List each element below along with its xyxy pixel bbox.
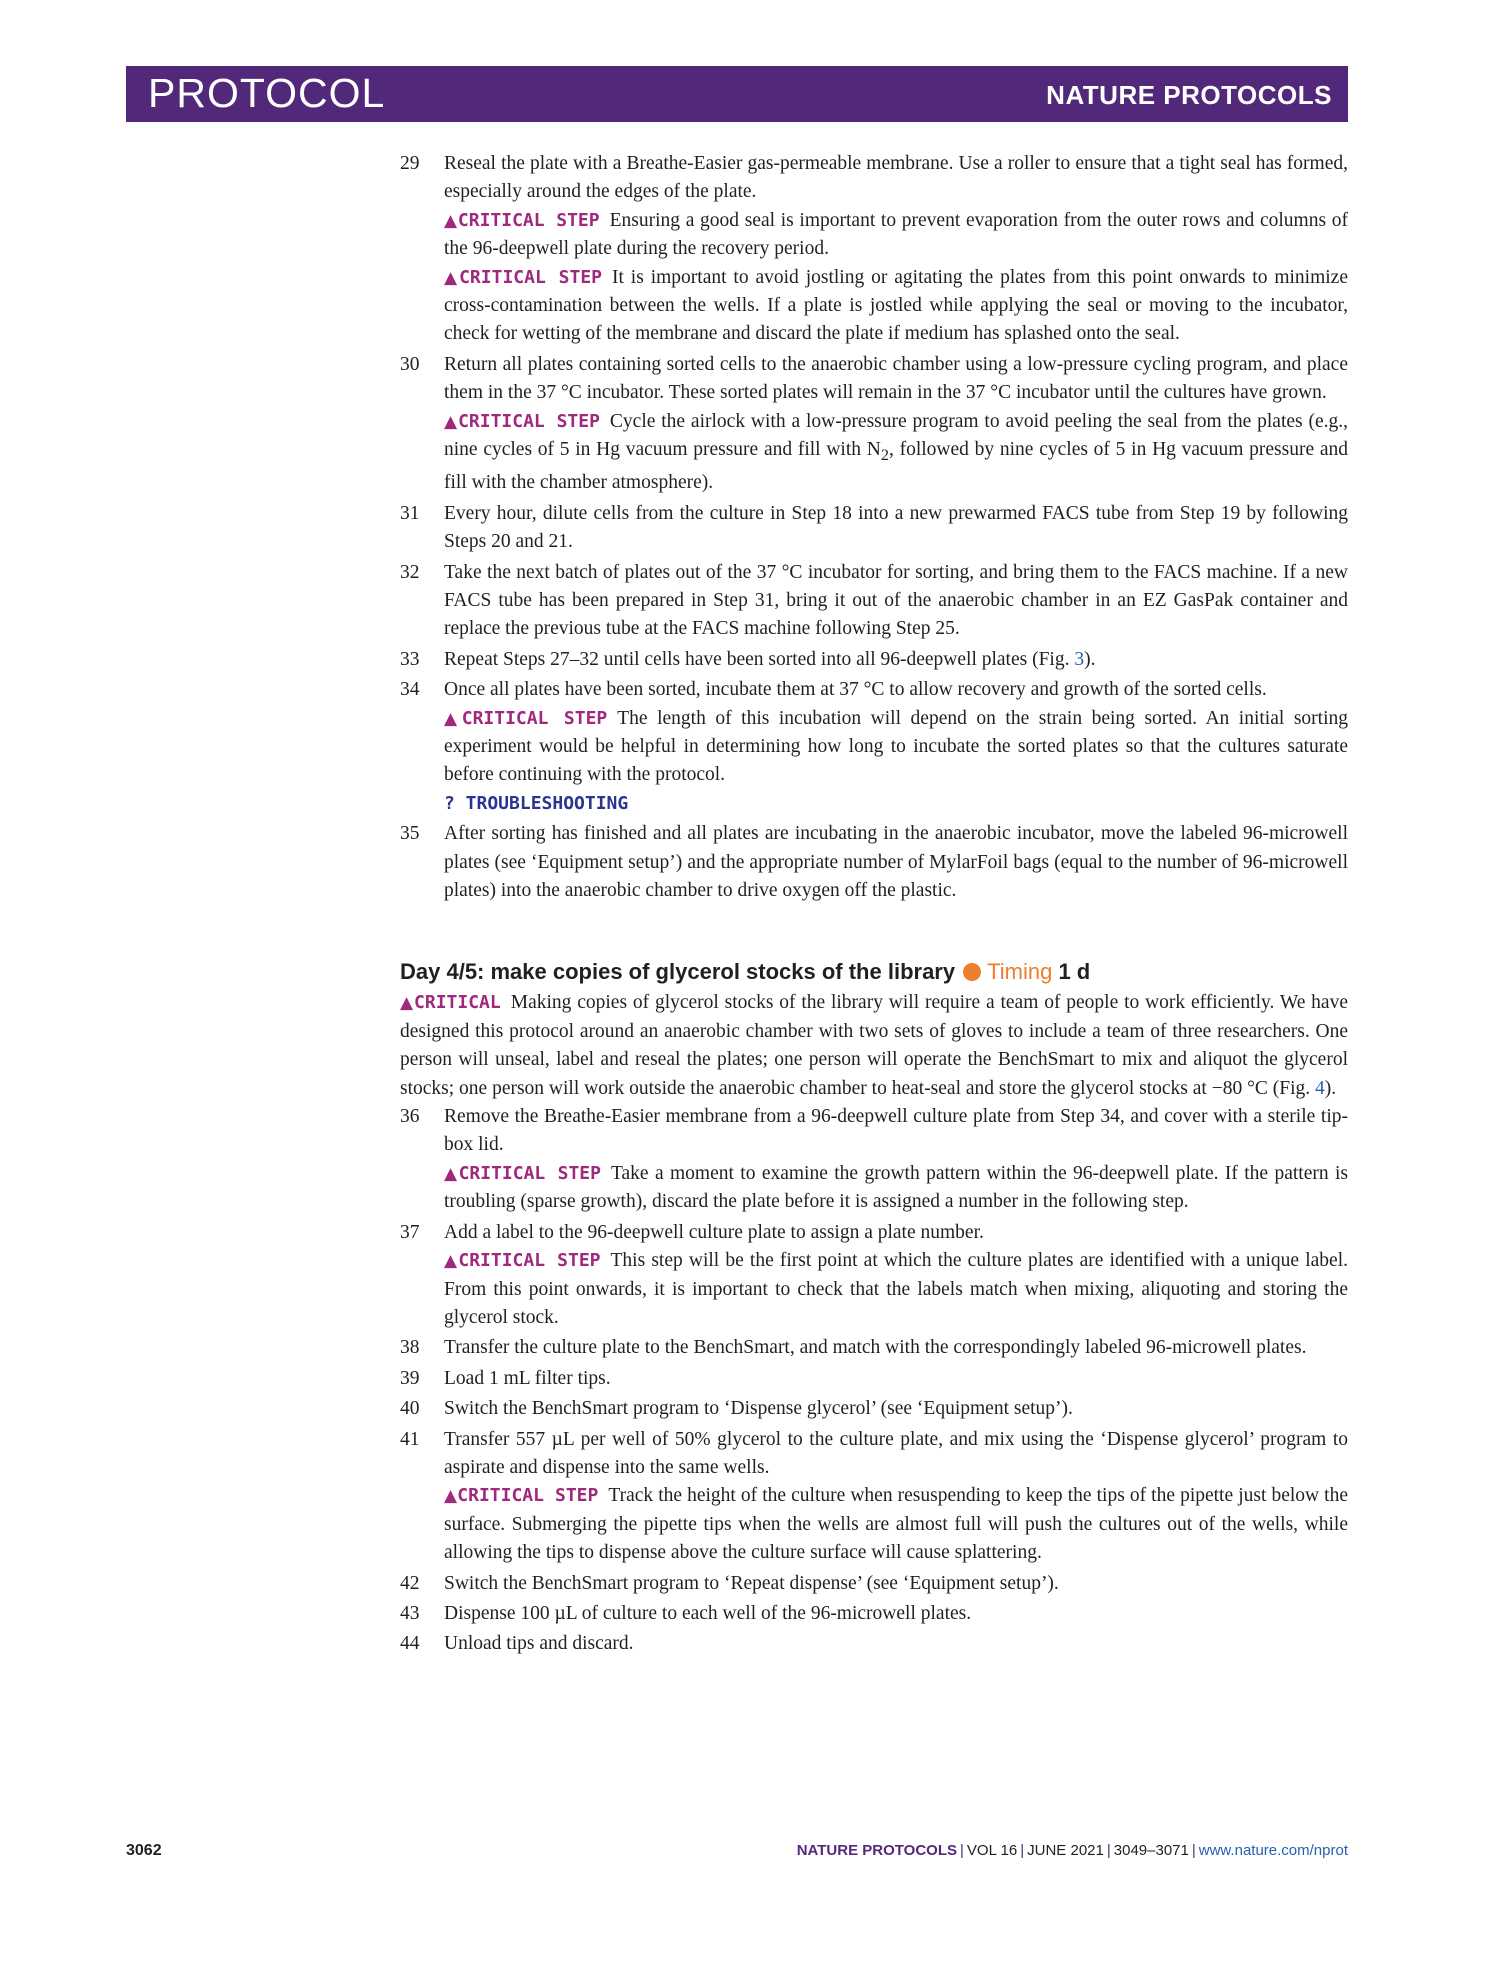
step-36 <box>400 1103 1348 1217</box>
step-number: 38 <box>400 1337 420 1359</box>
step-number: 32 <box>400 561 420 583</box>
step-number: 41 <box>400 1428 420 1450</box>
header-banner <box>126 66 1348 122</box>
step-41 <box>400 1426 1348 1568</box>
step-32 <box>400 559 1348 644</box>
critical-step-note: ▲CRITICAL STEP This step will be the first point at which the culture plates are identified with a unique label. From this point onwards, it is important to check that the labels match when mixing, aliquoting and storing the glycerol stock. <box>444 1250 1348 1328</box>
step-40 <box>400 1395 1348 1423</box>
step-text: Dispense 100 µL of culture to each well of the 96-microwell plates. <box>444 1602 972 1624</box>
critical-step-note: ▲CRITICAL STEP Track the height of the culture when resuspending to keep the tips of the pipette just below the surface. Submerging the pipette tips when the wells are almost full will push the cultures out of the wells, while allowing the tips to dispense above the culture surface will cause splattering. <box>444 1485 1348 1564</box>
step-text: After sorting has finished and all plates are incubating in the anaerobic incubator, move the labeled 96-microwell plates (see ‘Equipment setup’) and the appropriate number of MylarFoil bags (equal to the number of 96-microwell plates) into the anaerobic chamber to drive oxygen off the plastic. <box>444 823 1348 902</box>
step-text: Switch the BenchSmart program to ‘Dispense glycerol’ (see ‘Equipment setup’). <box>444 1398 1073 1420</box>
step-number: 43 <box>400 1602 420 1624</box>
critical-step-note: ▲CRITICAL STEP Take a moment to examine the growth pattern within the 96-deepwell plate. If the pattern is troubling (sparse growth), discard the plate before it is assigned a number in the following step. <box>444 1162 1348 1213</box>
step-33 <box>400 646 1348 674</box>
troubleshooting-link[interactable]: ? TROUBLESHOOTING <box>444 792 629 814</box>
critical-step-label: ▲CRITICAL STEP <box>444 410 600 432</box>
step-30 <box>400 351 1348 498</box>
step-text: Add a label to the 96-deepwell culture plate to assign a plate number. <box>444 1221 984 1243</box>
section-heading: Day 4/5: make copies of glycerol stocks of the library Timing 1 d <box>400 959 1091 985</box>
footer-pages: 3049–3071 <box>1113 1842 1189 1859</box>
step-number: 34 <box>400 679 420 701</box>
footer-volume: VOL 16 <box>966 1842 1018 1859</box>
figure-link[interactable]: 4 <box>1315 1077 1325 1099</box>
footer-url-link[interactable]: www.nature.com/nprot <box>1198 1842 1348 1859</box>
critical-step-label: ▲CRITICAL STEP <box>444 707 608 729</box>
step-35 <box>400 820 1348 905</box>
step-text: Every hour, dilute cells from the culture in Step 18 into a new prewarmed FACS tube from Step 19 by following Steps 20 and 21. <box>444 502 1348 553</box>
critical-paragraph: ▲CRITICAL Making copies of glycerol stocks of the library will require a team of people to work efficiently. We have designed this protocol around an anaerobic chamber with two sets of gloves to include a team of three researchers. One person will unseal, label and reseal the plates; one person will operate the BenchSmart to mix and aliquot the glycerol stocks; one person will work outside the anaerobic chamber to heat-seal and store the glycerol stocks at −80 °C (Fig. 4). <box>400 992 1348 1099</box>
step-number: 30 <box>400 353 420 375</box>
step-number: 40 <box>400 1398 420 1420</box>
section-type-label: PROTOCOL <box>148 70 386 116</box>
warning-triangle-icon: ▲ <box>444 1486 458 1507</box>
step-29 <box>400 150 1348 349</box>
critical-label: ▲CRITICAL <box>400 992 501 1014</box>
step-text: Transfer the culture plate to the BenchSmart, and match with the correspondingly labeled 96-microwell plates. <box>444 1337 1307 1359</box>
step-text: Repeat Steps 27–32 until cells have been sorted into all 96-deepwell plates (Fig. 3). <box>444 648 1096 670</box>
step-37 <box>400 1219 1348 1333</box>
step-number: 39 <box>400 1367 420 1389</box>
step-34 <box>400 676 1348 818</box>
timing-dot-icon <box>963 963 981 981</box>
critical-step-note: ▲CRITICAL STEP It is important to avoid jostling or agitating the plates from this point onwards to minimize cross-contamination between the wells. If a plate is jostled while applying the seal or moving to the incubator, check for wetting of the membrane and discard the plate if medium has splashed onto the seal. <box>444 266 1348 345</box>
warning-triangle-icon: ▲ <box>444 411 459 432</box>
warning-triangle-icon: ▲ <box>444 1251 459 1272</box>
critical-step-note: ▲CRITICAL STEP The length of this incubation will depend on the strain being sorted. An initial sorting experiment would be helpful in determining how long to incubate the sorted plates so that the cultures saturate before continuing with the protocol. <box>444 707 1348 786</box>
step-42 <box>400 1570 1348 1598</box>
critical-step-label: ▲CRITICAL STEP <box>444 209 600 231</box>
page-number: 3062 <box>126 1842 162 1859</box>
step-43 <box>400 1600 1348 1628</box>
warning-triangle-icon: ▲ <box>444 1163 459 1184</box>
journal-name: NATURE PROTOCOLS <box>1046 80 1332 110</box>
warning-triangle-icon: ▲ <box>400 993 415 1014</box>
warning-triangle-icon: ▲ <box>444 267 460 288</box>
step-38 <box>400 1334 1348 1362</box>
step-text: Switch the BenchSmart program to ‘Repeat dispense’ (see ‘Equipment setup’). <box>444 1572 1059 1594</box>
footer-journal: NATURE PROTOCOLS <box>796 1842 958 1859</box>
step-text: Reseal the plate with a Breathe-Easier gas-permeable membrane. Use a roller to ensure that a tight seal has formed, especially around the edges of the plate. <box>444 153 1348 203</box>
critical-step-label: ▲CRITICAL STEP <box>444 266 602 288</box>
step-number: 35 <box>400 823 420 845</box>
step-44 <box>400 1630 1348 1658</box>
critical-step-label: ▲CRITICAL STEP <box>444 1485 599 1507</box>
critical-step-label: ▲CRITICAL STEP <box>444 1162 601 1184</box>
critical-step-note: ▲CRITICAL STEP Cycle the airlock with a low-pressure program to avoid peeling the seal from the plates (e.g., nine cycles of 5 in Hg vacuum pressure and fill with $N_2$, followed by nine cycles of 5 in Hg vacuum pressure and fill with the chamber atmosphere). <box>444 410 1348 494</box>
critical-step-note: ▲CRITICAL STEP Ensuring a good seal is important to prevent evaporation from the outer rows and columns of the 96-deepwell plate during the recovery period. <box>444 209 1348 260</box>
step-31 <box>400 500 1348 557</box>
step-number: 42 <box>400 1572 420 1594</box>
step-text: Transfer 557 µL per well of 50% glycerol to the culture plate, and mix using the ‘Dispense glycerol’ program to aspirate and dispense into the same wells. <box>444 1428 1348 1478</box>
critical-step-label: ▲CRITICAL STEP <box>444 1250 601 1272</box>
step-number: 44 <box>400 1633 420 1655</box>
footer-date: JUNE 2021 <box>1027 1842 1104 1859</box>
step-number: 31 <box>400 502 420 524</box>
step-number: 29 <box>400 153 420 174</box>
footer-citation: NATURE PROTOCOLS | VOL 16 | JUNE 2021 | 3049–3071 | www.nature.com/nprot <box>796 1842 1348 1859</box>
step-text: Load 1 mL filter tips. <box>444 1367 611 1389</box>
step-39 <box>400 1365 1348 1393</box>
figure-link[interactable]: 3 <box>1074 648 1085 670</box>
step-text: Unload tips and discard. <box>444 1633 634 1655</box>
step-number: 37 <box>400 1221 420 1243</box>
step-text: Once all plates have been sorted, incubate them at 37 °C to allow recovery and growth of the sorted cells. <box>444 679 1267 701</box>
step-text: Remove the Breathe-Easier membrane from a 96-deepwell culture plate from Step 34, and cover with a sterile tip-box lid. <box>444 1106 1348 1156</box>
step-number: 36 <box>400 1106 420 1128</box>
step-text: Take the next batch of plates out of the 37 °C incubator for sorting, and bring them to the FACS machine. If a new FACS tube has been prepared in Step 31, bring it out of the anaerobic chamber in an EZ GasPak container and replace the previous tube at the FACS machine following Step 25. <box>444 561 1348 640</box>
step-number: 33 <box>400 648 420 670</box>
warning-triangle-icon: ▲ <box>444 210 458 231</box>
step-text: Return all plates containing sorted cells to the anaerobic chamber using a low-pressure cycling program, and place them in the 37 °C incubator. These sorted plates will remain in the 37 °C incubator until the cultures have grown. <box>444 353 1348 404</box>
warning-triangle-icon: ▲ <box>444 708 462 729</box>
protocol-body <box>400 150 1348 1661</box>
